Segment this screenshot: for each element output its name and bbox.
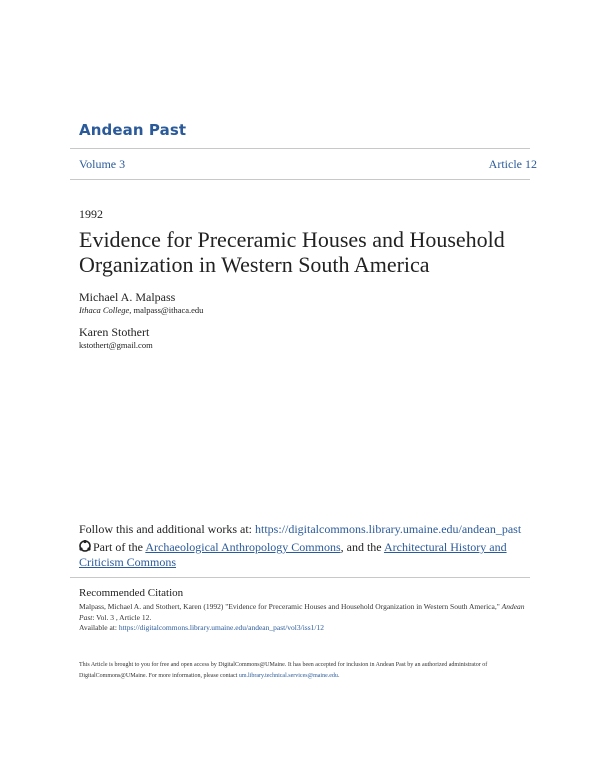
recommended-citation-heading: Recommended Citation — [79, 587, 184, 599]
archaeological-anthropology-link[interactable]: Archaeological Anthropology Commons — [145, 540, 341, 554]
access-notice — [79, 660, 529, 682]
follow-link[interactable]: https://digitalcommons.library.umaine.edu/andean_past — [255, 522, 522, 536]
article-link[interactable]: Article 12 — [488, 157, 537, 171]
journal-title[interactable]: Andean Past — [79, 121, 187, 139]
part-of-line — [79, 540, 529, 570]
notice-text: This Article is brought to you for free and open access by DigitalCommons@UMaine. It has been accepted for inclusion in Andean Past by an authorized administrator of DigitalCommons@UMaine. For more information, please contact — [79, 662, 488, 679]
author-name: Michael A. Malpass — [79, 290, 176, 304]
citation-journal: Andean Past — [79, 602, 525, 622]
header-divider-bottom — [70, 179, 530, 180]
author-affiliation — [79, 305, 203, 315]
network-icon — [79, 540, 91, 552]
author-name: Karen Stothert — [79, 325, 150, 339]
paper-title: Evidence for Preceramic Houses and Household Organization in Western South America — [79, 227, 505, 277]
affiliation-email: , malpass@ithaca.edu — [129, 305, 204, 315]
follow-line — [79, 522, 521, 537]
publication-year: 1992 — [79, 207, 103, 221]
volume-link[interactable]: Volume 3 — [79, 157, 126, 171]
author-email: kstothert@gmail.com — [79, 340, 153, 350]
citation-plain: Malpass, Michael A. and Stothert, Karen (1992) "Evidence for Preceramic Houses and Household Organization in Western South America," — [79, 602, 502, 611]
affiliation-org: Ithaca College — [79, 305, 130, 315]
citation-volume: : Vol. 3 , Article 12. — [92, 612, 152, 622]
citation-text — [79, 602, 529, 634]
header-divider — [70, 148, 530, 149]
contact-email-link[interactable]: um.library.technical.services@maine.edu — [238, 673, 338, 679]
available-prefix: Available at: — [79, 623, 119, 632]
architectural-history-link[interactable]: Architectural History and Criticism Commons — [79, 540, 507, 569]
available-link[interactable]: https://digitalcommons.library.umaine.edu/andean_past/vol3/iss1/12 — [118, 623, 324, 632]
citation-divider — [70, 577, 530, 578]
partof-middle: , and the — [340, 540, 384, 554]
notice-end: . — [337, 673, 340, 679]
partof-prefix: Part of the — [93, 540, 146, 554]
follow-prefix: Follow this and additional works at: — [79, 522, 255, 536]
